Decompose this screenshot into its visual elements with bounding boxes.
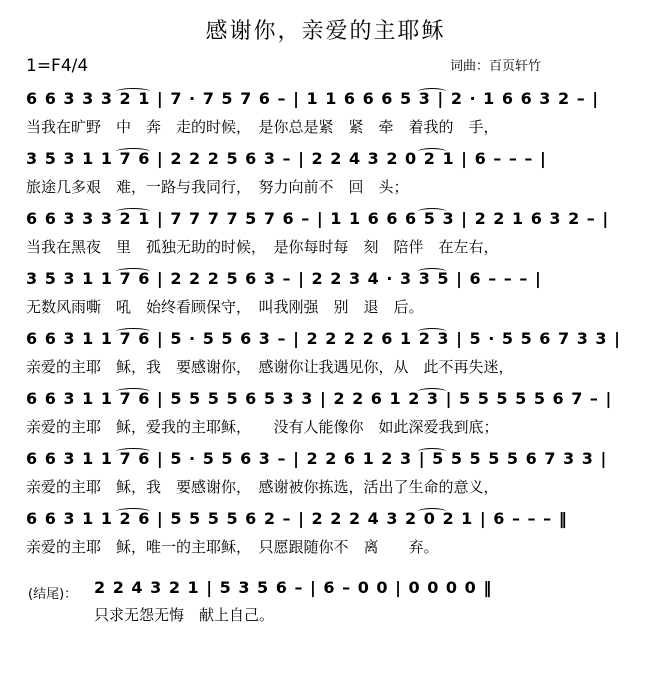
lyrics-line: 旅途几多艰 难，一路与我同行， 努力向前不 回 头；	[26, 178, 409, 196]
notation-line: 6 6 3 1 1 2 6 | 5 5 5 5 6 2 – | 2 2 2 4 3 2 0 2 1 | 6 – – – ‖	[26, 506, 626, 532]
ending-lyrics: 只求无怨无悔 献上自己。	[94, 606, 275, 624]
ending-label: (结尾)：	[28, 587, 78, 602]
score-line-3	[26, 206, 626, 258]
notation-line: 6 6 3 3 3 2 1 | 7 · 7 5 7 6 – | 1 1 6 6 6 5 3 | 2 · 1 6 6 3 2 – |	[26, 86, 626, 112]
lyrics-line: 无数风雨嘶 吼 始终看顾保守， 叫我刚强 别 退 后。	[26, 298, 424, 316]
notation-line: 6 6 3 1 1 7 6 | 5 5 5 5 6 5 3 3 | 2 2 6 1 2 3 | 5 5 5 5 5 6 7 – |	[26, 386, 626, 412]
score-line-8	[26, 506, 626, 558]
notation-line: 6 6 3 3 3 2 1 | 7 7 7 7 5 7 6 – | 1 1 6 6 6 5 3 | 2 2 1 6 3 2 – |	[26, 206, 626, 232]
lyrics-line: 当我在旷野 中 奔 走的时候， 是你总是紧 紧 牵 着我的 手，	[26, 118, 499, 136]
credits: 词曲：百页轩竹	[450, 59, 542, 74]
notation-line: 3 5 3 1 1 7 6 | 2 2 2 5 6 3 – | 2 2 3 4 · 3 3 5 | 6 – – – |	[26, 266, 626, 292]
score-line-4	[26, 266, 626, 318]
lyrics-line: 亲爱的主耶 稣，爱我的主耶稣， 没有人能像你 如此深爱我到底；	[26, 418, 499, 436]
score-line-1	[26, 86, 626, 138]
score-line-5	[26, 326, 626, 378]
score-line-6	[26, 386, 626, 438]
notation-line: 3 5 3 1 1 7 6 | 2 2 2 5 6 3 – | 2 2 4 3 2 0 2 1 | 6 – – – |	[26, 146, 626, 172]
lyrics-line: 当我在黑夜 里 孤独无助的时候， 是你每时每 刻 陪伴 在左右，	[26, 238, 499, 256]
score-line-2	[26, 146, 626, 198]
score-line-7	[26, 446, 626, 498]
ending-notation: 2 2 4 3 2 1 | 5 3 5 6 – | 6 – 0 0 | 0 0 0 0 ‖	[94, 578, 493, 597]
notation-line: 6 6 3 1 1 7 6 | 5 · 5 5 6 3 – | 2 2 2 2 6 1 2 3 | 5 · 5 5 6 7 3 3 |	[26, 326, 626, 352]
lyrics-line: 亲爱的主耶 稣，我 要感谢你， 感谢被你拣选，活出了生命的意义，	[26, 478, 499, 496]
lyrics-line: 亲爱的主耶 稣，唯一的主耶稣， 只愿跟随你不 离 弃。	[26, 538, 439, 556]
song-title: 感谢你，亲爱的主耶稣	[205, 19, 446, 44]
notation-line: 6 6 3 1 1 7 6 | 5 · 5 5 6 3 – | 2 2 6 1 2 3 | 5 5 5 5 5 6 7 3 3 |	[26, 446, 626, 472]
key-signature: 1=F4/4	[26, 56, 89, 76]
lyrics-line: 亲爱的主耶 稣，我 要感谢你， 感谢你让我遇见你，从 此不再失迷，	[26, 358, 514, 376]
